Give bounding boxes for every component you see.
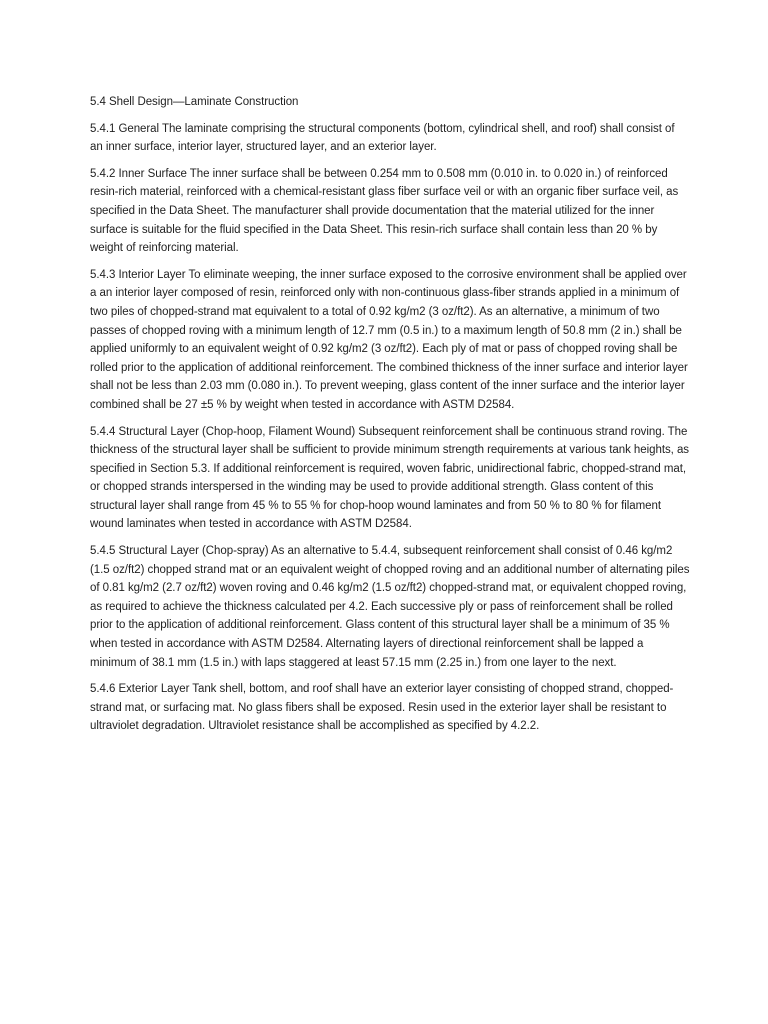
- section-heading: 5.4 Shell Design—Laminate Construction: [90, 96, 299, 108]
- paragraph-5-4-1: 5.4.1 General The laminate comprising the structural components (bottom, cylindrical shell, and roof) shall consist of an inner surface, interior layer, structured layer, and an exterior layer.: [90, 122, 675, 154]
- paragraph-5-4-3: 5.4.3 Interior Layer To eliminate weeping, the inner surface exposed to the corrosive environment shall be applied over a an interior layer composed of resin, reinforced only with non-continuous glass-fiber strands applied in a minimum of two piles of chopped-strand mat equivalent to a total of 0.92 kg/m2 (3 oz/ft2). As an alternative, a minimum of two passes of chopped roving with a minimum length of 12.7 mm (0.5 in.) to a maximum length of 50.8 mm (2 in.) shall be applied uniformly to an equivalent weight of 0.92 kg/m2 (3 oz/ft2). Each ply of mat or pass of chopped roving shall be rolled prior to the application of additional reinforcement. The combined thickness of the inner surface and interior layer shall not be less than 2.03 mm (0.080 in.). To prevent weeping, glass content of the inner surface and the interior layer combined shall be 27 ±5 % by weight when tested in accordance with ASTM D2584.: [90, 268, 688, 411]
- paragraph-5-4-5: 5.4.5 Structural Layer (Chop-spray) As an alternative to 5.4.4, subsequent reinforcement shall consist of 0.46 kg/m2 (1.5 oz/ft2) chopped strand mat or an equivalent weight of chopped roving and an additional number of alternating piles of 0.81 kg/m2 (2.7 oz/ft2) woven roving and 0.46 kg/m2 (1.5 oz/ft2) chopped-strand mat, or equivalent chopped roving, as required to achieve the thickness calculated per 4.2. Each successive ply or pass of reinforcement shall be rolled prior to the application of additional reinforcement. Glass content of this structural layer shall be a minimum of 35 % when tested in accordance with ASTM D2584. Alternating layers of directional reinforcement shall be lapped a minimum of 38.1 mm (1.5 in.) with laps staggered at least 57.15 mm (2.25 in.) from one layer to the next.: [90, 545, 690, 669]
- paragraph-5-4-6: 5.4.6 Exterior Layer Tank shell, bottom, and roof shall have an exterior layer consisting of chopped strand, chopped-strand mat, or surfacing mat. No glass fibers shall be exposed. Resin used in the exterior layer shall be resistant to ultraviolet degradation. Ultraviolet resistance shall be accomplished as specified by 4.2.2.: [90, 683, 674, 733]
- document-page: [90, 93, 690, 744]
- paragraph-5-4-4: 5.4.4 Structural Layer (Chop-hoop, Filament Wound) Subsequent reinforcement shall be continuous strand roving. The thickness of the structural layer shall be sufficient to provide minimum strength requirements at various tank heights, as specified in Section 5.3. If additional reinforcement is required, woven fabric, unidirectional fabric, chopped-strand mat, or chopped strands interspersed in the winding may be used to provide additional strength. Glass content of this structural layer shall range from 45 % to 55 % for chop-hoop wound laminates and from 50 % to 80 % for filament wound laminates when tested in accordance with ASTM D2584.: [90, 425, 690, 531]
- paragraph-5-4-2: 5.4.2 Inner Surface The inner surface shall be between 0.254 mm to 0.508 mm (0.010 in. to 0.020 in.) of reinforced resin-rich material, reinforced with a chemical-resistant glass fiber surface veil or with an organic fiber surface veil, as specified in the Data Sheet. The manufacturer shall provide documentation that the material utilized for the inner surface is suitable for the fluid specified in the Data Sheet. This resin-rich surface shall contain less than 20 % by weight of reinforcing material.: [90, 167, 679, 255]
